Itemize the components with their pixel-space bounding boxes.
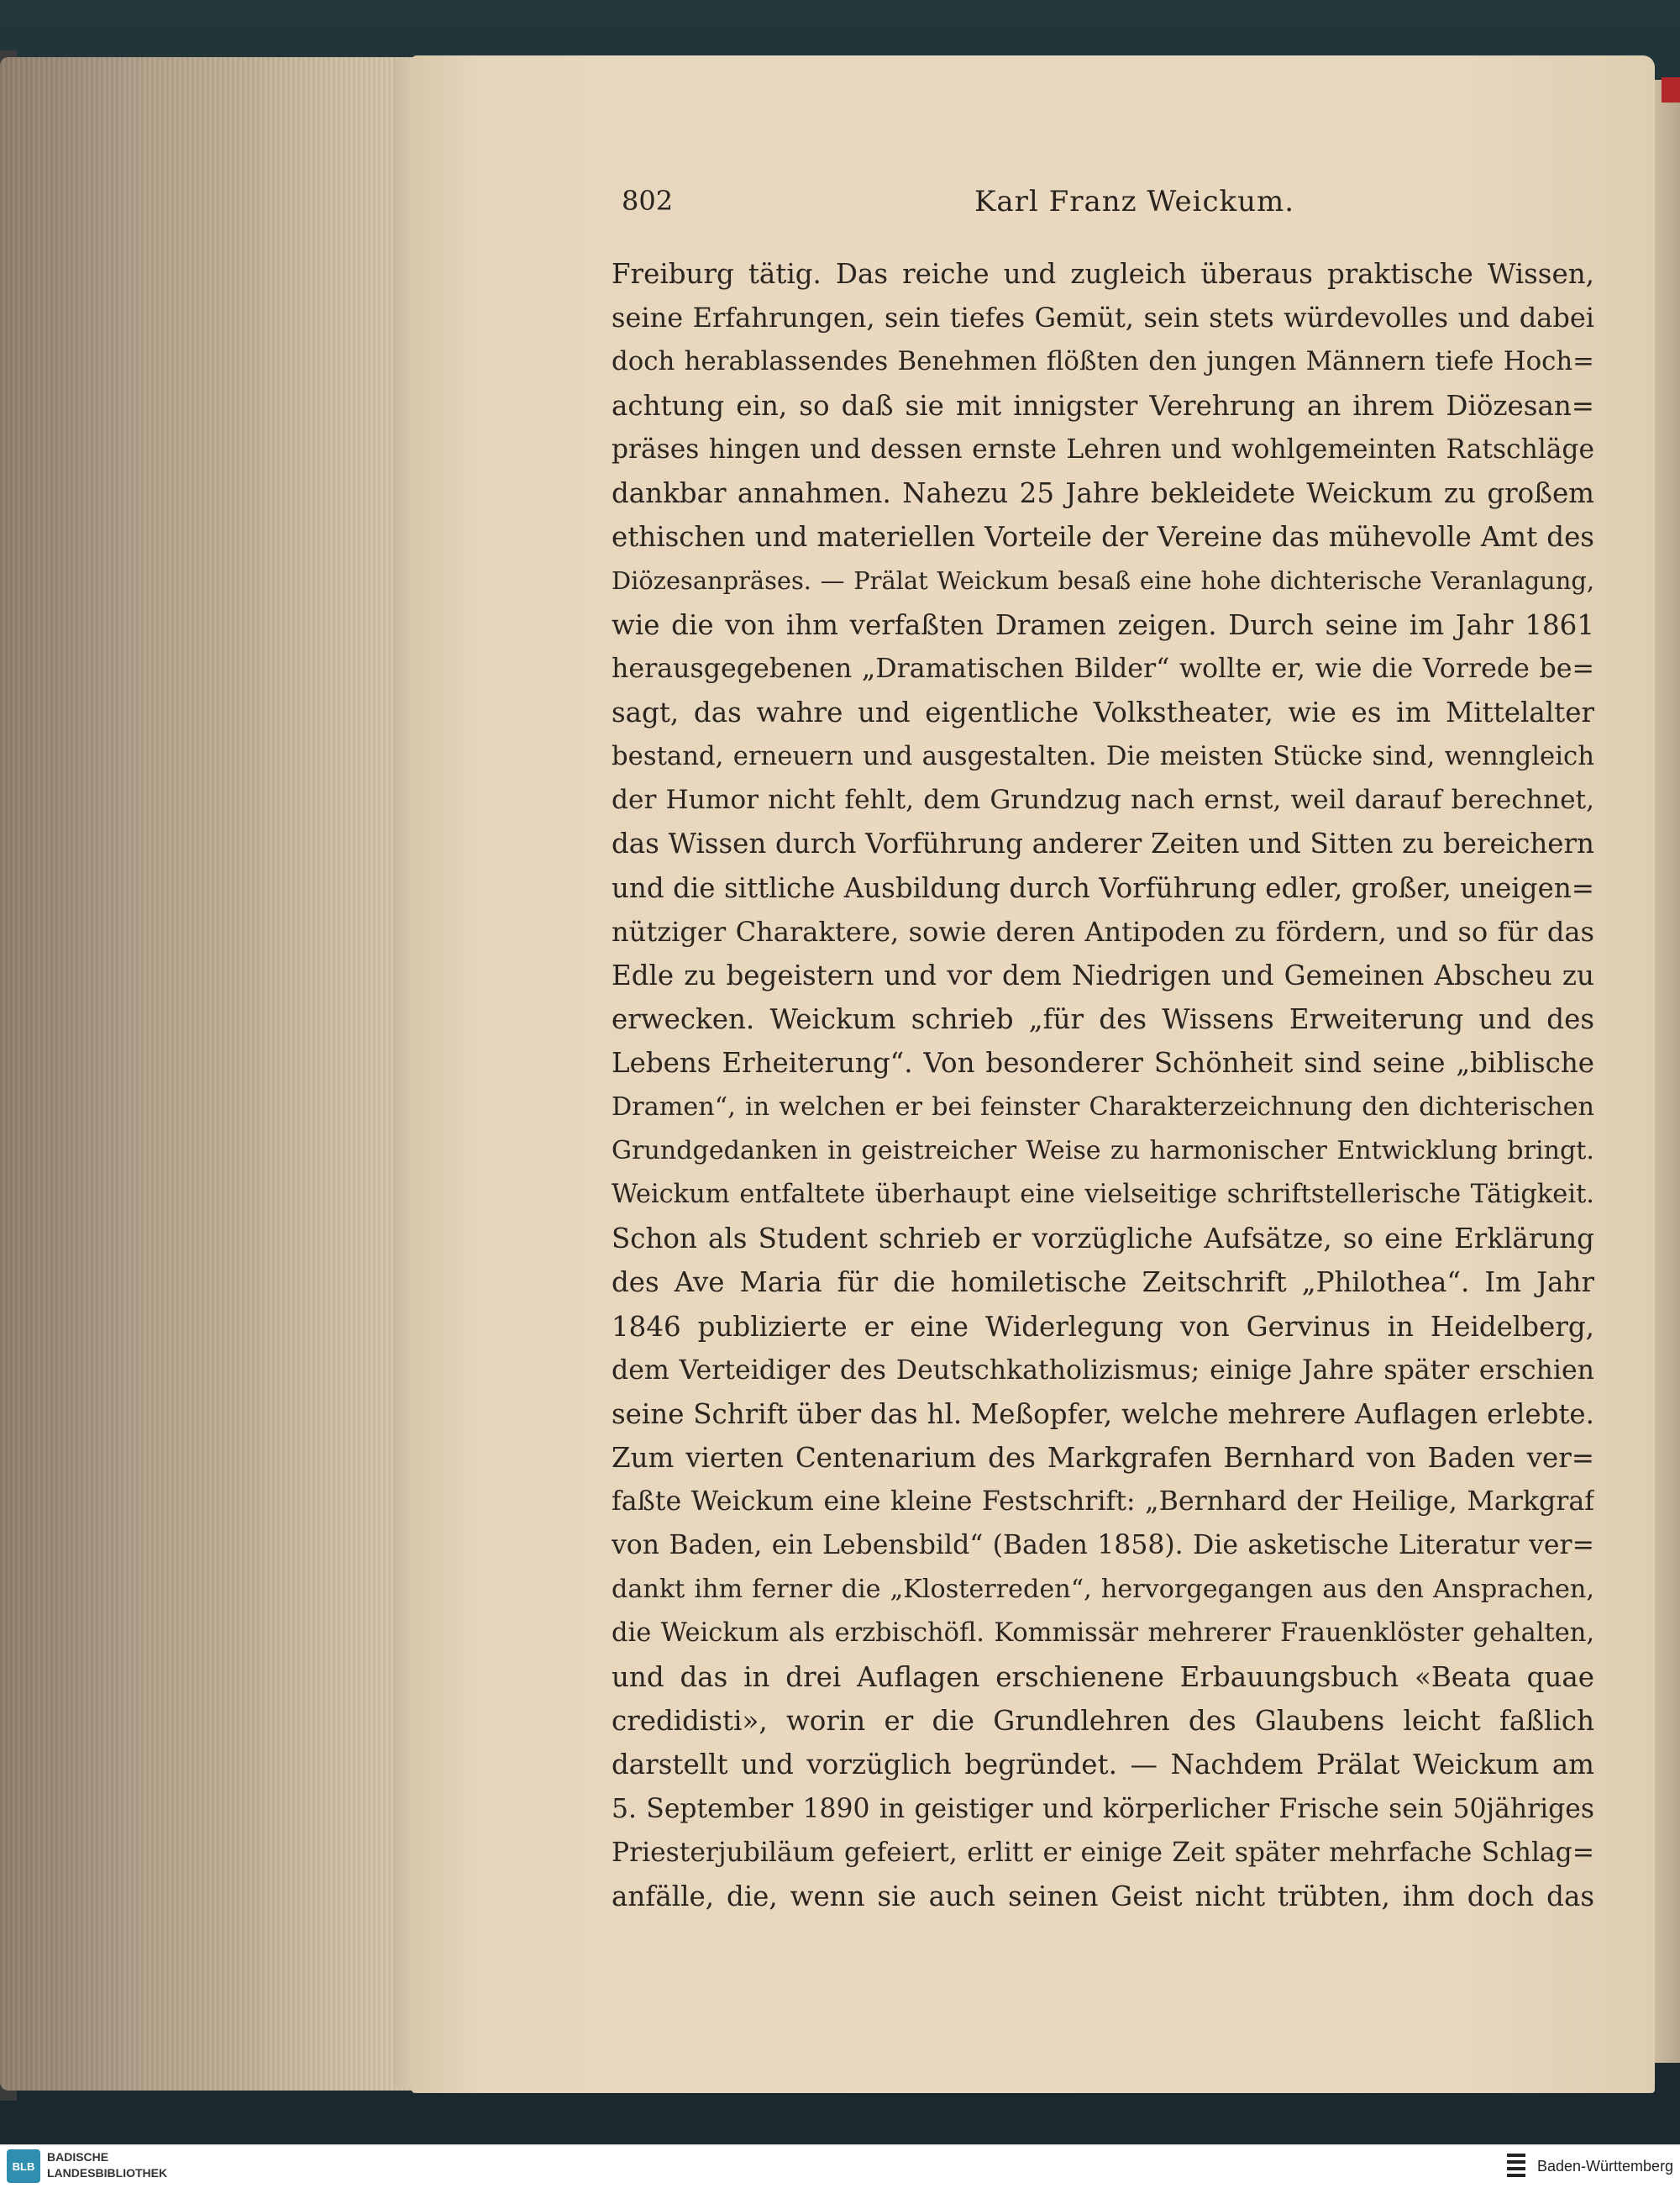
text-line: von Baden, ein Lebensbild“ (Baden 1858). Die asketische Literatur ver= — [612, 1530, 1594, 1561]
text-line: das Wissen durch Vorführung anderer Zeiten und Sitten zu bereichern — [612, 828, 1594, 860]
text-line: die Weickum als erzbischöfl. Kommissär mehrerer Frauenklöster gehalten, — [612, 1617, 1594, 1648]
text-line: dankbar annahmen. Nahezu 25 Jahre bekleidete Weickum zu großem — [612, 476, 1594, 509]
text-line: bestand, erneuern und ausgestalten. Die meisten Stücke sind, wenngleich — [612, 741, 1594, 772]
text-line: seine Schrift über das hl. Meßopfer, welche mehrere Auflagen erlebte. — [612, 1397, 1594, 1430]
text-line: 5. September 1890 in geistiger und körperlicher Frische sein 50jähriges — [612, 1793, 1594, 1824]
text-line: Diözesanpräses. — Prälat Weickum besaß eine hohe dichterische Veranlagung, — [612, 566, 1594, 596]
footer-bar — [0, 2144, 1680, 2188]
text-line: dankt ihm ferner die „Klosterreden“, hervorgegangen aus den Ansprachen, — [612, 1574, 1594, 1604]
text-line: seine Erfahrungen, sein tiefes Gemüt, sein stets würdevolles und dabei — [612, 302, 1594, 334]
text-line: präses hingen und dessen ernste Lehren und wohlgemeinten Ratschläge — [612, 434, 1594, 465]
blb-line-2: LANDESBIBLIOTHEK — [47, 2166, 168, 2180]
book-page-edges — [0, 57, 424, 2091]
text-line: Grundgedanken in geistreicher Weise zu harmonischer Entwicklung bringt. — [612, 1135, 1594, 1165]
text-line: Dramen“, in welchen er bei feinster Charakterzeichnung den dichterischen — [612, 1091, 1594, 1122]
text-line: achtung ein, so daß sie mit innigster Verehrung an ihrem Diözesan= — [612, 389, 1594, 422]
running-head: Karl Franz Weickum. — [974, 185, 1295, 218]
text-line: 1846 publizierte er eine Widerlegung von Gervinus in Heidelberg, — [612, 1310, 1594, 1343]
text-line: Edle zu begeistern und vor dem Niedrigen und Gemeinen Abscheu zu — [612, 960, 1594, 991]
text-line: doch herablassendes Benehmen flößten den jungen Männern tiefe Hoch= — [612, 346, 1594, 377]
text-line: Priesterjubiläum gefeiert, erlitt er einige Zeit später mehrfache Schlag= — [612, 1837, 1594, 1868]
text-line: herausgegebenen „Dramatischen Bilder“ wollte er, wie die Vorrede be= — [612, 653, 1594, 684]
text-line: wie die von ihm verfaßten Dramen zeigen. Durch seine im Jahr 1861 — [612, 608, 1594, 641]
text-line: faßte Weickum eine kleine Festschrift: „Bernhard der Heilige, Markgraf — [612, 1486, 1594, 1517]
baden-wuerttemberg-coat-of-arms-icon — [1504, 2150, 1529, 2182]
text-line: erwecken. Weickum schrieb „für des Wissens Erweiterung und des — [612, 1003, 1594, 1036]
text-line: Lebens Erheiterung“. Von besonderer Schönheit sind seine „biblische — [612, 1047, 1594, 1080]
text-line: Weickum entfaltete überhaupt eine vielseitige schriftstellerische Tätigkeit. — [612, 1179, 1594, 1209]
text-line: sagt, das wahre und eigentliche Volkstheater, wie es im Mittelalter — [612, 696, 1594, 728]
text-line: credidisti», worin er die Grundlehren des Glaubens leicht faßlich — [612, 1705, 1594, 1738]
text-line: Freiburg tätig. Das reiche und zugleich überaus praktische Wissen, — [612, 258, 1594, 290]
text-line: des Ave Maria für die homiletische Zeitschrift „Philothea“. Im Jahr — [612, 1266, 1594, 1299]
body-text — [612, 252, 1594, 1918]
text-line: und die sittliche Ausbildung durch Vorführung edler, großer, uneigen= — [612, 871, 1594, 904]
text-line: darstellt und vorzüglich begründet. — Nachdem Prälat Weickum am — [612, 1749, 1594, 1781]
text-line: ethischen und materiellen Vorteile der Vereine das mühevolle Amt des — [612, 521, 1594, 554]
blb-logo[interactable]: BLB — [7, 2149, 40, 2183]
text-line: Zum vierten Centenarium des Markgrafen Bernhard von Baden ver= — [612, 1442, 1594, 1475]
text-line: dem Verteidiger des Deutschkatholizismus; einige Jahre später erschien — [612, 1354, 1594, 1386]
next-page-edge — [1651, 80, 1680, 2063]
bookmark-ribbon — [1662, 77, 1680, 103]
text-line: Schon als Student schrieb er vorzügliche Aufsätze, so eine Erklärung — [612, 1223, 1594, 1255]
text-line: nütziger Charaktere, sowie deren Antipoden zu fördern, und so für das — [612, 915, 1594, 948]
page-number: 802 — [622, 185, 674, 217]
blb-library-name[interactable] — [47, 2149, 167, 2181]
blb-line-1: BADISCHE — [47, 2150, 109, 2164]
text-line: der Humor nicht fehlt, dem Grundzug nach ernst, weil darauf berechnet, — [612, 785, 1594, 816]
baden-wuerttemberg-label[interactable]: Baden-Württemberg — [1537, 2158, 1674, 2175]
text-line: anfälle, die, wenn sie auch seinen Geist nicht trübten, ihm doch das — [612, 1880, 1594, 1912]
text-line: und das in drei Auflagen erschienene Erbauungsbuch «Beata quae — [612, 1661, 1594, 1693]
